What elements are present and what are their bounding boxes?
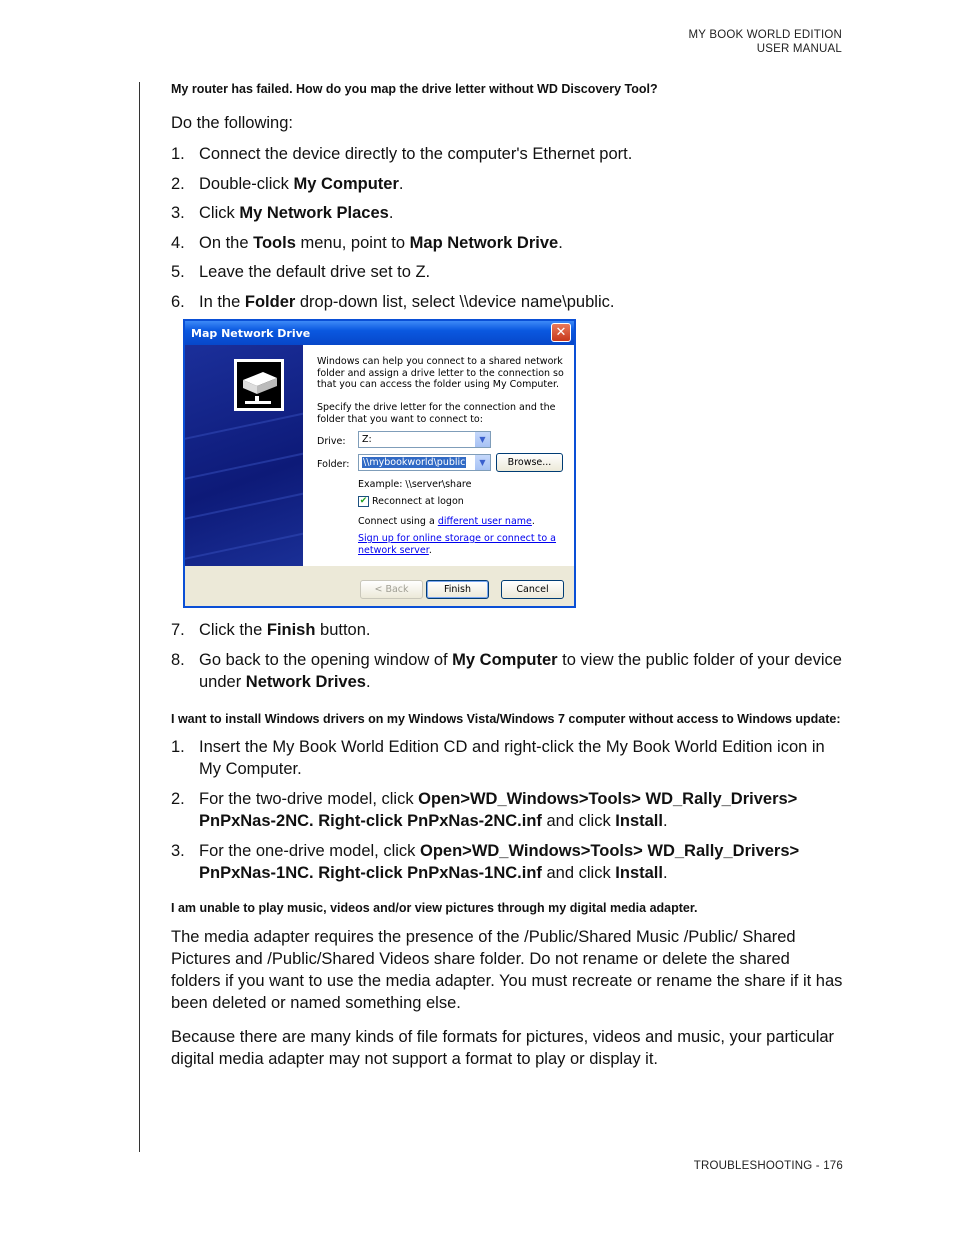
step-emphasis: Map Network Drive [409,233,559,252]
step-text: . [662,863,668,882]
network-drive-icon [234,359,284,411]
running-header [688,28,842,56]
step-emphasis: Open>WD_Windows>Tools> WD_Rally_Drivers> PnPxNas-1NC. Right-click PnPxNas-1NC.inf [199,841,800,882]
reconnect-label: Reconnect at logon [372,496,464,507]
drive-value: Z: [362,434,372,445]
step-text: Double-click [199,174,294,193]
folder-input[interactable] [358,454,491,471]
step-text: For the one-drive model, click [199,841,421,860]
step-emphasis: My Network Places [239,204,389,222]
step-number: 8. [171,650,185,669]
dialog-intro-text: Windows can help you connect to a shared network folder and assign a drive letter to the connection so that you can access the folder using My Computer. [317,356,564,390]
cancel-button[interactable]: Cancel [501,580,564,599]
steps-list-drivers [171,736,843,884]
step-emphasis: My Computer [452,650,558,669]
list-item [171,619,843,641]
media-paragraph-2: Because there are many kinds of file formats for pictures, videos and music, your particular digital media adapter may not support a format to play or display it. [171,1027,835,1068]
finish-button[interactable]: Finish [426,580,489,599]
media-paragraph-1: The media adapter requires the presence of the /Public/Shared Music /Public/ Shared Pictures and /Public/Shared Videos share folder. Do not rename or delete the shared folders if you want to use the media adapter. You must recreate or rename the share if it has been deleted or named something else. [171,927,843,1012]
step-text: Connect the device directly to the computer's Ethernet port. [199,145,633,163]
step-text: to view the public folder of your device under [199,650,842,691]
step-text: For the two-drive model, click [199,789,419,808]
step-text: In the [199,292,245,311]
step-text: . [365,672,371,691]
list-item [171,143,843,165]
step-number: 1. [171,145,185,163]
step-text: On the [199,233,254,252]
step-number: 2. [171,789,185,808]
page-content [171,80,843,313]
dialog-title: Map Network Drive [191,326,311,340]
chevron-down-icon[interactable]: ▼ [474,455,490,470]
chevron-down-icon[interactable]: ▼ [474,432,490,447]
steps-list-map-drive-continued [171,619,843,693]
signup-link[interactable]: Sign up for online storage or connect to a network server [358,533,557,556]
wizard-side-graphic [185,345,303,566]
dialog-titlebar [185,321,574,345]
connect-as-line: Connect using a different user name. [358,516,535,527]
map-network-drive-dialog [183,319,576,608]
section-heading-router: My router has failed. How do you map the drive letter without WD Discovery Tool? [171,82,658,96]
page-footer: TROUBLESHOOTING - 176 [693,1160,843,1172]
step-emphasis: Open>WD_Windows>Tools> WD_Rally_Drivers> PnPxNas-2NC. Right-click PnPxNas-2NC.inf [199,789,798,830]
different-user-link[interactable]: different user name [437,516,532,527]
list-item [171,649,843,693]
intro-text: Do the following: [171,114,293,132]
step-text: and click [541,863,616,882]
list-item [171,173,843,195]
steps-list-map-drive [171,143,843,313]
dialog-instruction-text: Specify the drive letter for the connection and the folder that you want to connect to: [317,402,556,425]
step-text: . [662,811,668,830]
step-emphasis: Install [615,811,663,830]
step-text: Leave the default drive set to Z. [199,263,431,281]
step-number: 3. [171,841,185,860]
step-text: drop-down list, select \\device name\public. [295,292,615,311]
section-heading-drivers: I want to install Windows drivers on my Windows Vista/Windows 7 computer without access to Windows update: [171,711,841,726]
example-text: Example: \\server\share [358,479,472,490]
folder-value: \\mybookworld\public [363,457,466,468]
step-number: 7. [171,621,185,639]
step-emphasis: Network Drives [245,672,366,691]
browse-button[interactable]: Browse... [496,453,563,472]
drive-select[interactable] [358,431,491,448]
step-text: button. [315,621,371,639]
list-item [171,291,843,313]
list-item [171,202,843,224]
step-emphasis: Install [615,863,663,882]
step-text: Click the [199,621,267,639]
reconnect-checkbox[interactable]: ✔ [359,496,368,506]
step-text: . [398,174,404,193]
step-number: 6. [171,292,185,311]
step-emphasis: Tools [253,233,296,252]
list-item [171,736,843,780]
step-text: and click [541,811,616,830]
step-emphasis: Folder [244,292,296,311]
close-icon[interactable]: ✕ [551,323,571,342]
step-text: . [388,204,394,222]
signup-line: Sign up for online storage or connect to a network server. [358,533,557,556]
wizard-content [303,345,574,566]
step-text: Click [199,204,240,222]
section-heading-media: I am unable to play music, videos and/or view pictures through my digital media adapter. [171,900,698,915]
back-button[interactable]: < Back [360,580,423,599]
step-number: 2. [171,174,185,193]
step-text: menu, point to [295,233,410,252]
step-text: Insert the My Book World Edition CD and right-click the My Book World Edition icon in My Computer. [199,737,825,778]
margin-rule [139,82,140,1152]
header-product: MY BOOK WORLD EDITION [688,29,842,41]
step-emphasis: Finish [266,621,316,639]
page-content-lower [171,619,843,1070]
list-item [171,232,843,254]
folder-label: Folder: [317,459,350,470]
step-emphasis: My Computer [293,174,399,193]
step-number: 4. [171,233,185,252]
list-item [171,261,843,283]
header-doc-type: USER MANUAL [756,43,842,55]
list-item [171,788,843,832]
step-number: 1. [171,737,185,756]
step-text: Go back to the opening window of [199,650,453,669]
step-number: 5. [171,263,185,281]
drive-label: Drive: [317,436,346,447]
list-item [171,840,843,884]
step-text: . [558,233,563,252]
step-number: 3. [171,204,185,222]
